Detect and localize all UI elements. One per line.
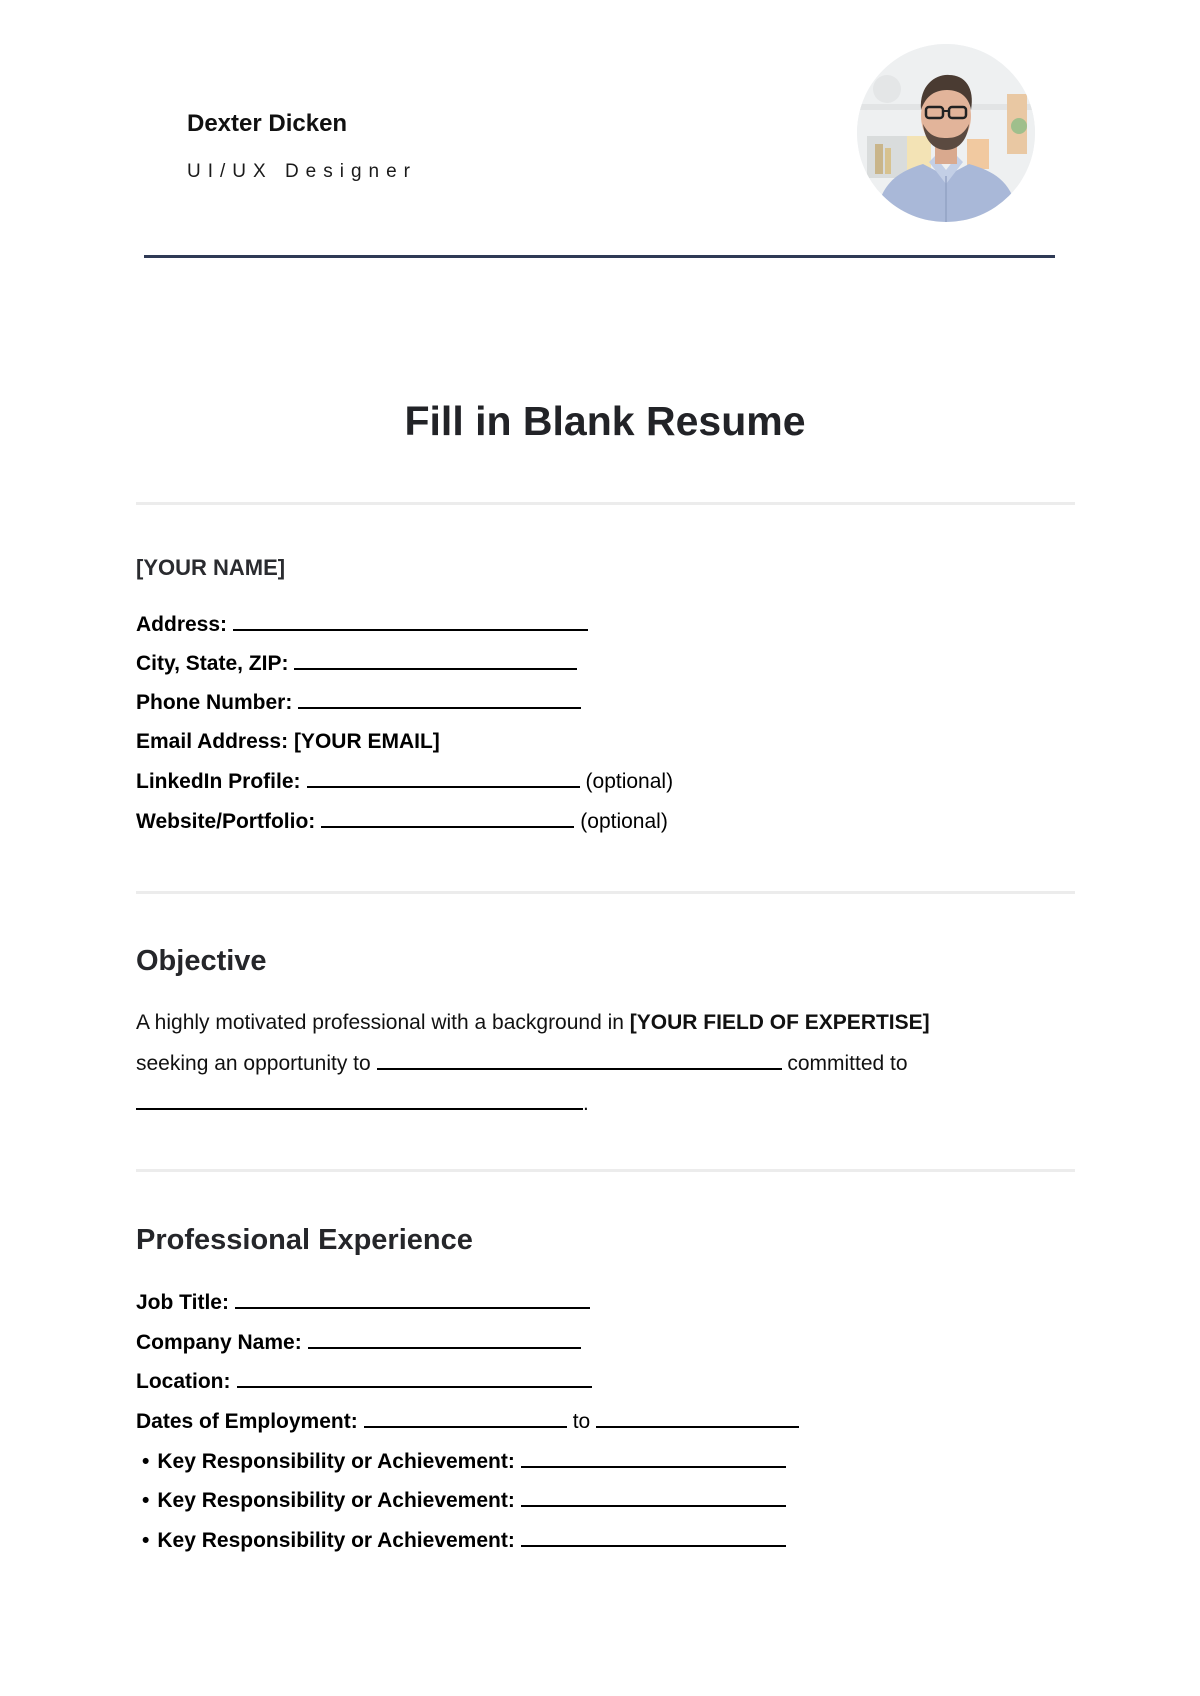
dates-of-employment-field[interactable]: [136, 1408, 799, 1435]
address-field[interactable]: [136, 611, 588, 638]
key-responsibility-item[interactable]: [142, 1527, 786, 1554]
objective-line-3[interactable]: [136, 1090, 589, 1117]
optional-note: (optional): [585, 770, 674, 793]
job-title-field[interactable]: [136, 1289, 590, 1316]
linkedin-profile-label: LinkedIn Profile:: [136, 770, 301, 793]
date-connector: to: [572, 1410, 591, 1433]
bullet-icon: •: [142, 1450, 150, 1473]
your-name-placeholder: [YOUR NAME]: [136, 555, 286, 580]
address-label: Address:: [136, 613, 228, 636]
opportunity-blank[interactable]: [377, 1050, 782, 1070]
dates-of-employment-label: Dates of Employment:: [136, 1410, 358, 1433]
key-responsibility-label: Key Responsibility or Achievement:: [157, 1450, 515, 1473]
key-responsibility-item[interactable]: [142, 1487, 786, 1514]
key-responsibility-blank[interactable]: [521, 1487, 786, 1507]
key-responsibility-label: Key Responsibility or Achievement:: [157, 1489, 515, 1512]
key-responsibility-blank[interactable]: [521, 1527, 786, 1547]
avatar: [857, 44, 1035, 222]
profile-photo-icon: [857, 44, 1035, 222]
location-field[interactable]: [136, 1368, 592, 1395]
objective-text: A highly motivated professional with a background in: [136, 1011, 630, 1034]
objective-period: .: [583, 1092, 589, 1115]
key-responsibility-blank[interactable]: [521, 1448, 786, 1468]
city-state-zip-blank[interactable]: [294, 650, 577, 670]
company-name-field[interactable]: [136, 1329, 581, 1356]
end-date-blank[interactable]: [596, 1408, 799, 1428]
divider: [136, 1169, 1075, 1172]
phone-number-field[interactable]: [136, 689, 581, 716]
key-responsibility-label: Key Responsibility or Achievement:: [157, 1529, 515, 1552]
optional-note: (optional): [580, 810, 668, 833]
bullet-icon: •: [142, 1489, 150, 1512]
field-of-expertise-placeholder: [YOUR FIELD OF EXPERTISE]: [629, 1011, 930, 1034]
linkedin-profile-field[interactable]: [136, 768, 673, 795]
professional-experience-heading: Professional Experience: [136, 1224, 473, 1256]
committed-to-blank[interactable]: [136, 1090, 583, 1110]
divider: [136, 891, 1075, 894]
divider: [136, 502, 1075, 505]
phone-number-label: Phone Number:: [136, 691, 293, 714]
location-blank[interactable]: [237, 1368, 592, 1388]
objective-heading: Objective: [136, 945, 267, 977]
job-title-label: Job Title:: [136, 1291, 229, 1314]
linkedin-profile-blank[interactable]: [307, 768, 580, 788]
city-state-zip-label: City, State, ZIP:: [136, 652, 289, 675]
city-state-zip-field[interactable]: [136, 650, 577, 677]
phone-number-blank[interactable]: [298, 689, 581, 709]
address-blank[interactable]: [233, 611, 588, 631]
website-portfolio-label: Website/Portfolio:: [136, 810, 316, 833]
resume-owner-role: UI/UX Designer: [187, 161, 417, 182]
key-responsibility-item[interactable]: [142, 1448, 786, 1475]
email-address-label: Email Address: [YOUR EMAIL]: [136, 730, 440, 753]
bullet-icon: •: [142, 1529, 150, 1552]
objective-text: seeking an opportunity to: [136, 1052, 377, 1075]
location-label: Location:: [136, 1370, 231, 1393]
objective-line-2[interactable]: [136, 1050, 908, 1077]
document-title: Fill in Blank Resume: [404, 398, 806, 444]
start-date-blank[interactable]: [364, 1408, 567, 1428]
job-title-blank[interactable]: [235, 1289, 590, 1309]
company-name-label: Company Name:: [136, 1331, 302, 1354]
company-name-blank[interactable]: [308, 1329, 581, 1349]
website-portfolio-blank[interactable]: [321, 808, 574, 828]
objective-text: committed to: [781, 1052, 908, 1075]
website-portfolio-field[interactable]: [136, 808, 668, 835]
resume-owner-name: Dexter Dicken: [187, 110, 348, 137]
email-address-field: [136, 729, 440, 755]
objective-line-1: [136, 1010, 930, 1036]
header-rule: [144, 255, 1055, 258]
